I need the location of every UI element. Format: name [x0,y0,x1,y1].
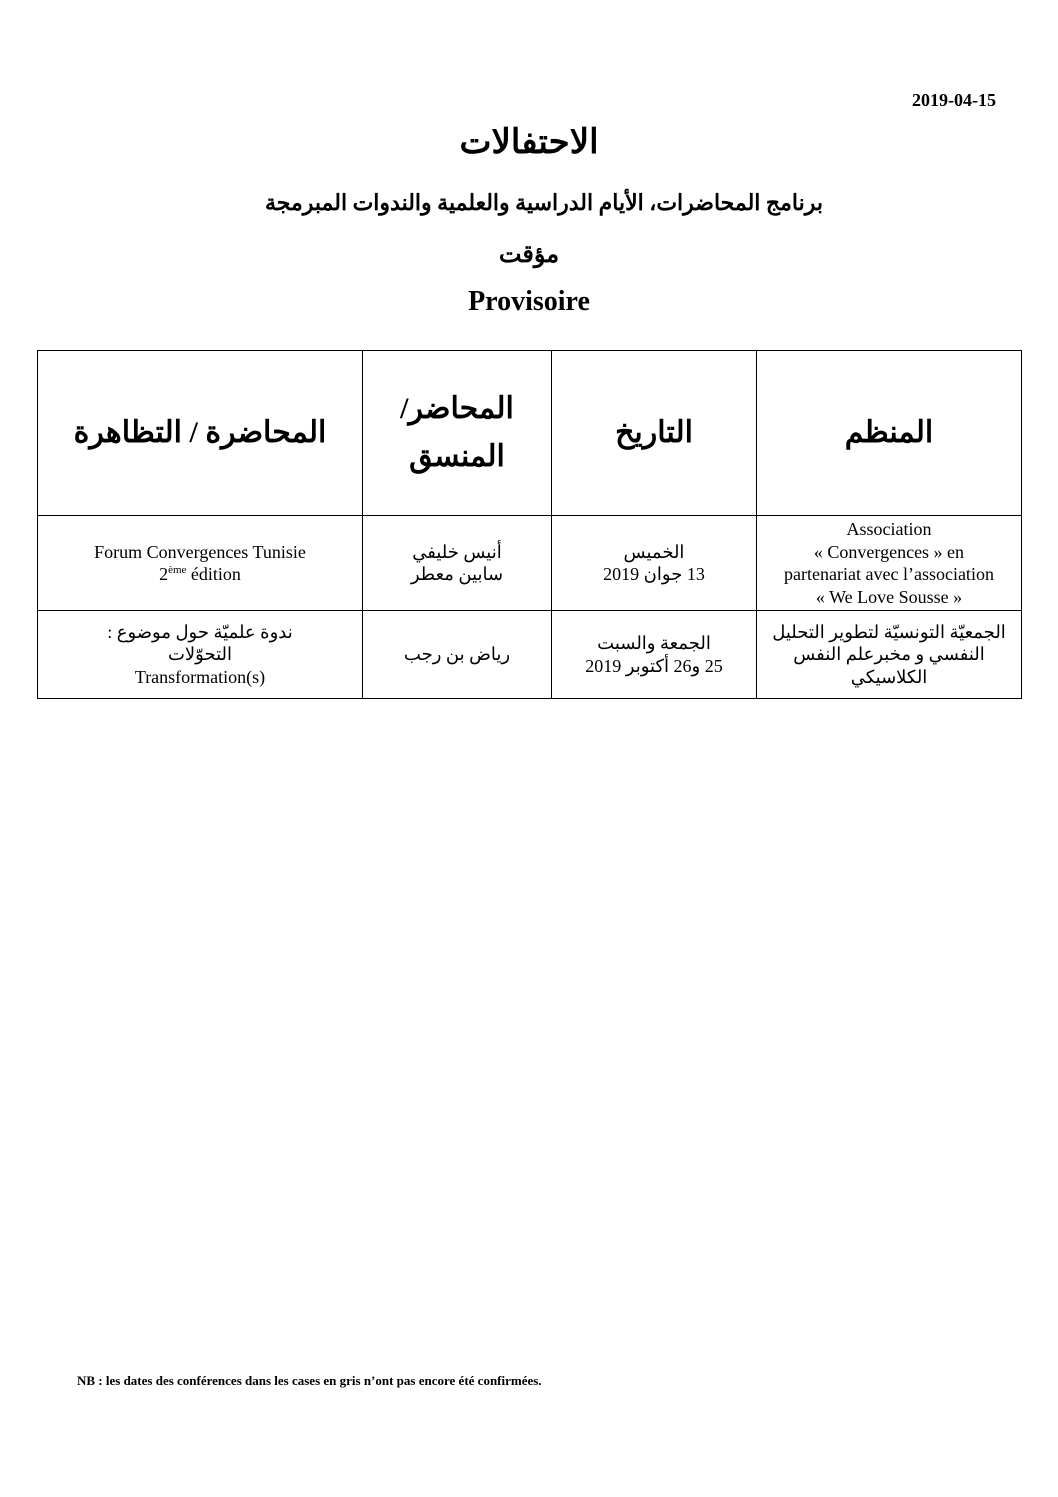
edition-number: 2 [159,564,169,584]
schedule-table [37,350,1022,699]
table-row [38,611,1022,699]
cell-date [552,516,757,611]
cell-conference [38,516,363,611]
date-day: الخميس [623,541,685,562]
edition-suffix: ème [168,564,187,576]
cell-date [552,611,757,699]
header-organizer: المنظم [757,351,1022,516]
document-date: 2019-04-15 [912,90,996,110]
conference-edition [46,563,354,586]
temporary-label-arabic: مؤقت [498,242,560,268]
conference-topic-french: Transformation(s) [134,666,266,687]
organizer-line: الجمعيّة التونسيّة لتطوير التحليل [772,621,1006,642]
lecturer-name: رياض بن رجب [403,644,511,665]
header-date: التاريخ [552,351,757,516]
organizer-line: النفسي و مخبرعلم النفس الكلاسيكي [793,644,985,687]
conference-title: Forum Convergences Tunisie [94,541,306,562]
header-lecturer [363,351,552,516]
temporary-label-french: Provisoire [468,286,590,317]
date-day: الجمعة والسبت [597,633,711,653]
cell-organizer [757,516,1022,611]
header-conference: المحاضرة / التظاهرة [38,351,363,516]
header-lecturer-line2: المنسق [409,440,505,473]
organizer-line: partenariat avec l’association [784,564,994,584]
conference-title: ندوة علميّة حول موضوع : [107,621,293,642]
lecturer-name: أنيس خليفي [412,541,502,562]
cell-conference [38,611,363,699]
header-lecturer-line1: المحاضر/ [400,392,514,425]
organizer-line: Association [846,519,932,539]
date-full: 13 جوان 2019 [603,564,705,584]
lecturer-name: سابين معطر [410,564,504,584]
cell-lecturer [363,611,552,699]
table-row [38,516,1022,611]
conference-topic-arabic: التحوّلات [167,644,233,665]
date-full: 25 و26 أكتوبر 2019 [585,655,723,676]
document-title: الاحتفالات [459,124,599,161]
footer-note: NB : les dates des conférences dans les cases en gris n’ont pas encore été confirmées. [77,1373,542,1388]
organizer-line: « We Love Sousse » [815,586,963,607]
edition-word: édition [186,564,241,584]
cell-lecturer [363,516,552,611]
cell-organizer [757,611,1022,699]
table-header-row [38,351,1022,516]
document-subtitle: برنامج المحاضرات، الأيام الدراسية والعلمية والندوات المبرمجة [265,190,823,215]
organizer-line: « Convergences » en [813,541,965,562]
